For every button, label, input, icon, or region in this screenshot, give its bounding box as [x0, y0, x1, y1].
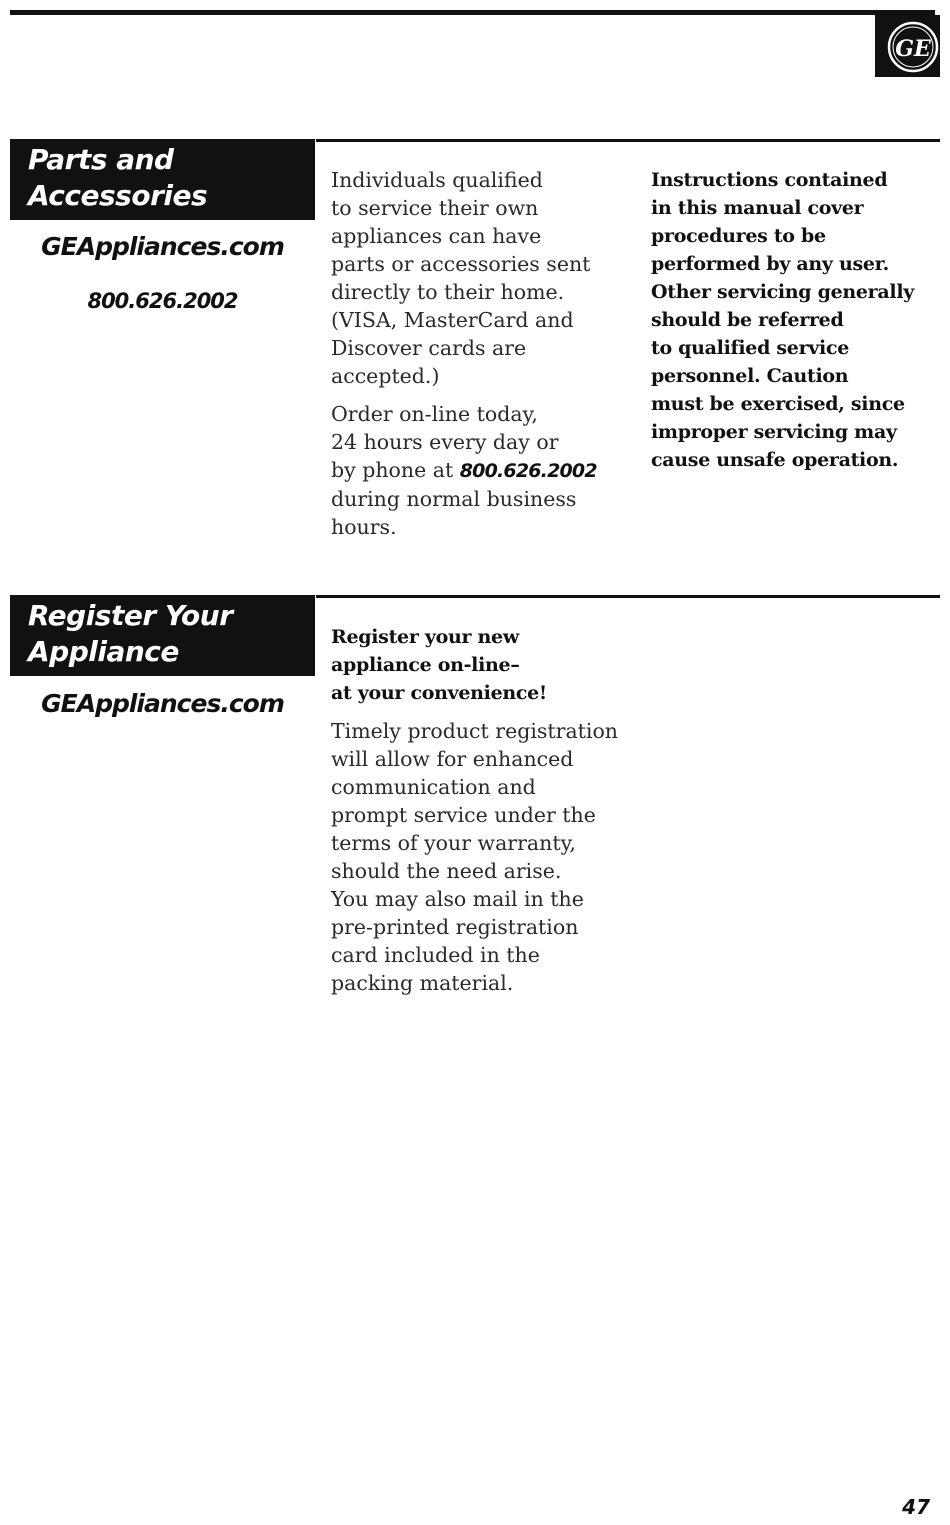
- body-line: directly to their home.: [331, 280, 565, 304]
- parts-website-link[interactable]: GEAppliances.com: [41, 232, 284, 261]
- body-line: Discover cards are: [331, 336, 527, 360]
- order-phone-number[interactable]: 800.626.2002: [459, 460, 597, 482]
- register-heading: [331, 623, 547, 707]
- body-line: to service their own: [331, 196, 539, 220]
- register-body-line: will allow for enhanced: [331, 747, 574, 771]
- order-line: 24 hours every day or: [331, 430, 559, 454]
- register-body-line: Timely product registration: [331, 719, 619, 743]
- register-heading-line: Register your new: [331, 626, 519, 648]
- body-line: parts or accessories sent: [331, 252, 591, 276]
- order-line: hours.: [331, 515, 397, 539]
- register-body-line: You may also mail in the: [331, 887, 584, 911]
- register-body-line: pre-printed registration: [331, 915, 579, 939]
- order-line: Order on-line today,: [331, 402, 538, 426]
- register-title-line1: Register Your: [28, 599, 233, 632]
- parts-phone-number[interactable]: 800.626.2002: [87, 289, 238, 313]
- svg-text:GE: GE: [895, 36, 931, 62]
- body-line: accepted.): [331, 364, 440, 388]
- body-line: Individuals qualified: [331, 168, 543, 192]
- register-heading-line: at your convenience!: [331, 682, 547, 704]
- parts-title-line1: Parts and: [28, 143, 174, 176]
- warning-line: procedures to be: [651, 225, 826, 247]
- register-body-text: [331, 717, 618, 997]
- order-phone-line: [331, 456, 597, 485]
- page-number: 47: [902, 1495, 930, 1519]
- ge-logo: [875, 15, 940, 77]
- register-body-line: communication and: [331, 775, 536, 799]
- warning-line: must be exercised, since: [651, 393, 905, 415]
- top-rule: [10, 10, 935, 15]
- warning-line: in this manual cover: [651, 197, 864, 219]
- warning-line: Other servicing generally: [651, 281, 914, 303]
- warning-line: should be referred: [651, 309, 844, 331]
- register-website-link[interactable]: GEAppliances.com: [41, 689, 284, 718]
- register-body-line: prompt service under the: [331, 803, 596, 827]
- warning-line: personnel. Caution: [651, 365, 849, 387]
- register-body-line: terms of your warranty,: [331, 831, 576, 855]
- order-line: by phone at: [331, 458, 454, 482]
- parts-section-rule: [316, 139, 940, 142]
- body-line: appliances can have: [331, 224, 542, 248]
- parts-title-line2: Accessories: [28, 179, 208, 212]
- register-body-line: card included in the: [331, 943, 540, 967]
- warning-line: cause unsafe operation.: [651, 449, 899, 471]
- register-title-line2: Appliance: [28, 635, 179, 668]
- warning-line: Instructions contained: [651, 169, 888, 191]
- order-line: during normal business: [331, 487, 577, 511]
- register-section-rule: [316, 595, 940, 598]
- parts-body-text: [331, 166, 590, 390]
- register-title: [10, 595, 315, 676]
- parts-order-text: [331, 400, 597, 541]
- body-line: (VISA, MasterCard and: [331, 308, 574, 332]
- parts-warning-text: [651, 166, 914, 474]
- register-body-line: packing material.: [331, 971, 514, 995]
- parts-title: [10, 139, 315, 220]
- ge-monogram-icon: [875, 15, 940, 77]
- warning-line: to qualified service: [651, 337, 849, 359]
- warning-line: performed by any user.: [651, 253, 889, 275]
- register-body-line: should the need arise.: [331, 859, 562, 883]
- warning-line: improper servicing may: [651, 421, 897, 443]
- register-heading-line: appliance on-line–: [331, 654, 520, 676]
